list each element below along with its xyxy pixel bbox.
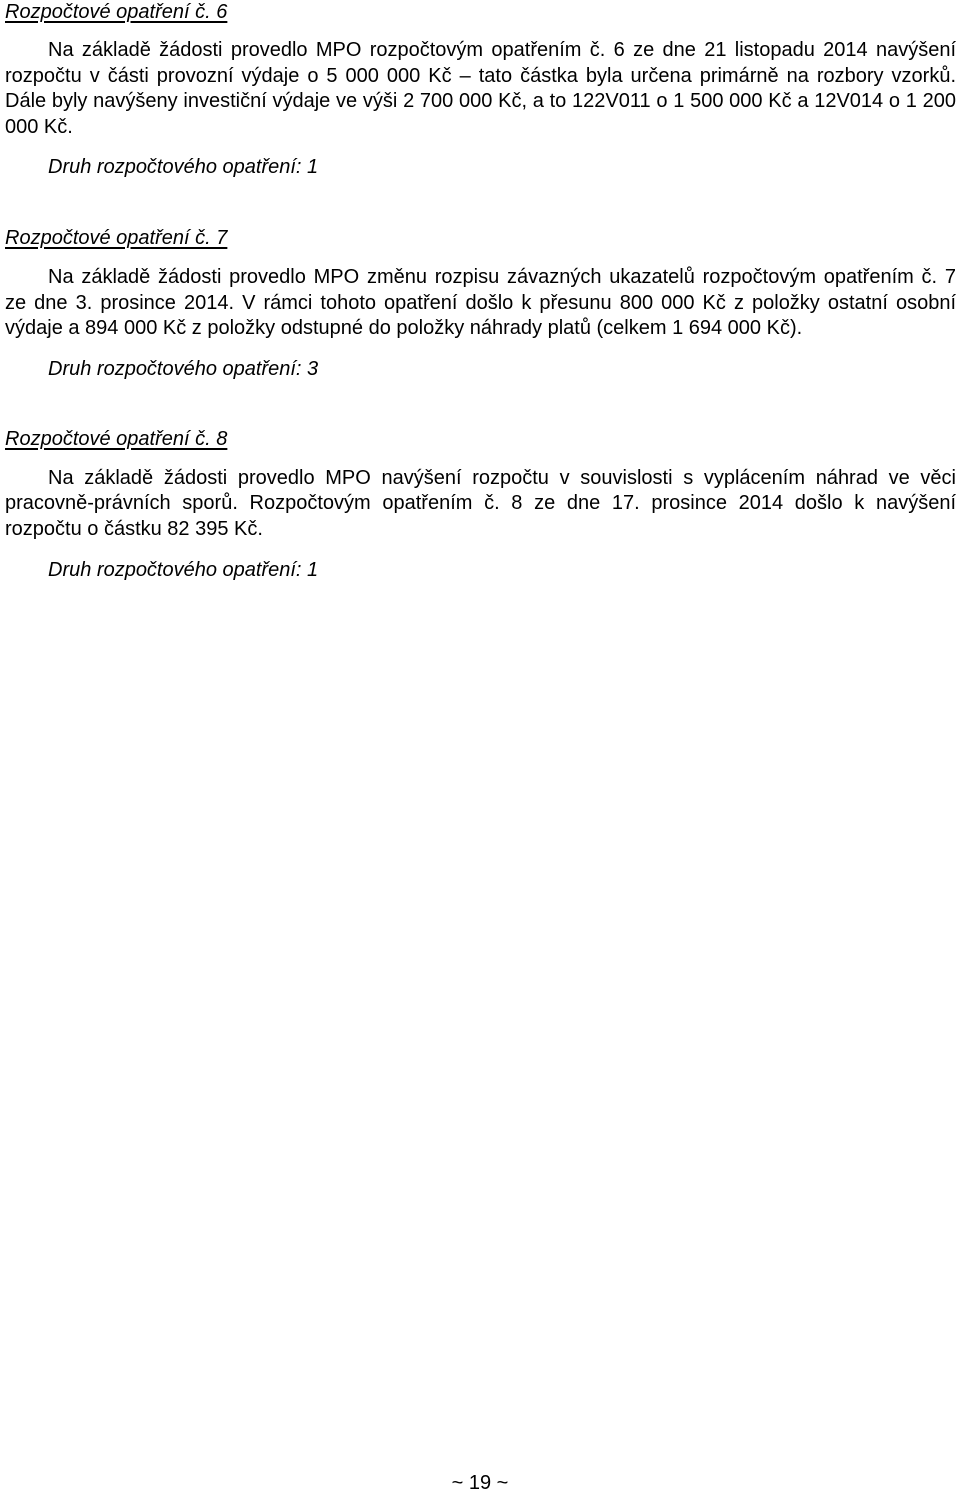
section-heading: Rozpočtové opatření č. 6 <box>5 1 228 23</box>
section-paragraph: Na základě žádosti provedlo MPO rozpočtovým opatřením č. 6 ze dne 21 listopadu 2014 navýšení rozpočtu v části provozní výdaje o 5 000 000 Kč – tato částka byla určena primárně na rozbory vzorků. Dále byly navýšeny investiční výdaje ve výši 2 700 000 Kč, a to 122V011 o 1 500 000 Kč a 12V014 o 1 200 000 Kč. <box>5 39 956 138</box>
budget-measure-section <box>5 0 956 179</box>
section-heading: Rozpočtové opatření č. 7 <box>5 227 228 249</box>
section-paragraph: Na základě žádosti provedlo MPO změnu rozpisu závazných ukazatelů rozpočtovým opatřením č. 7 ze dne 3. prosince 2014. V rámci tohoto opatření došlo k přesunu 800 000 Kč z položky ostatní osobní výdaje a 894 000 Kč z položky odstupné do položky náhrady platů (celkem 1 694 000 Kč). <box>5 266 956 339</box>
document-page <box>5 0 956 582</box>
measure-type: Druh rozpočtového opatření: 3 <box>48 357 319 380</box>
section-paragraph: Na základě žádosti provedlo MPO navýšení rozpočtu v souvislosti s vyplácením náhrad ve věci pracovně-právních sporů. Rozpočtovým opatřením č. 8 ze dne 17. prosince 2014 došlo k navýšení rozpočtu o částku 82 395 Kč. <box>5 466 956 540</box>
budget-measure-section <box>5 427 956 583</box>
page-number: ~ 19 ~ <box>451 1472 509 1494</box>
section-heading: Rozpočtové opatření č. 8 <box>5 427 228 450</box>
measure-type: Druh rozpočtového opatření: 1 <box>48 156 319 178</box>
budget-measure-section <box>5 226 956 381</box>
measure-type: Druh rozpočtového opatření: 1 <box>48 559 319 581</box>
